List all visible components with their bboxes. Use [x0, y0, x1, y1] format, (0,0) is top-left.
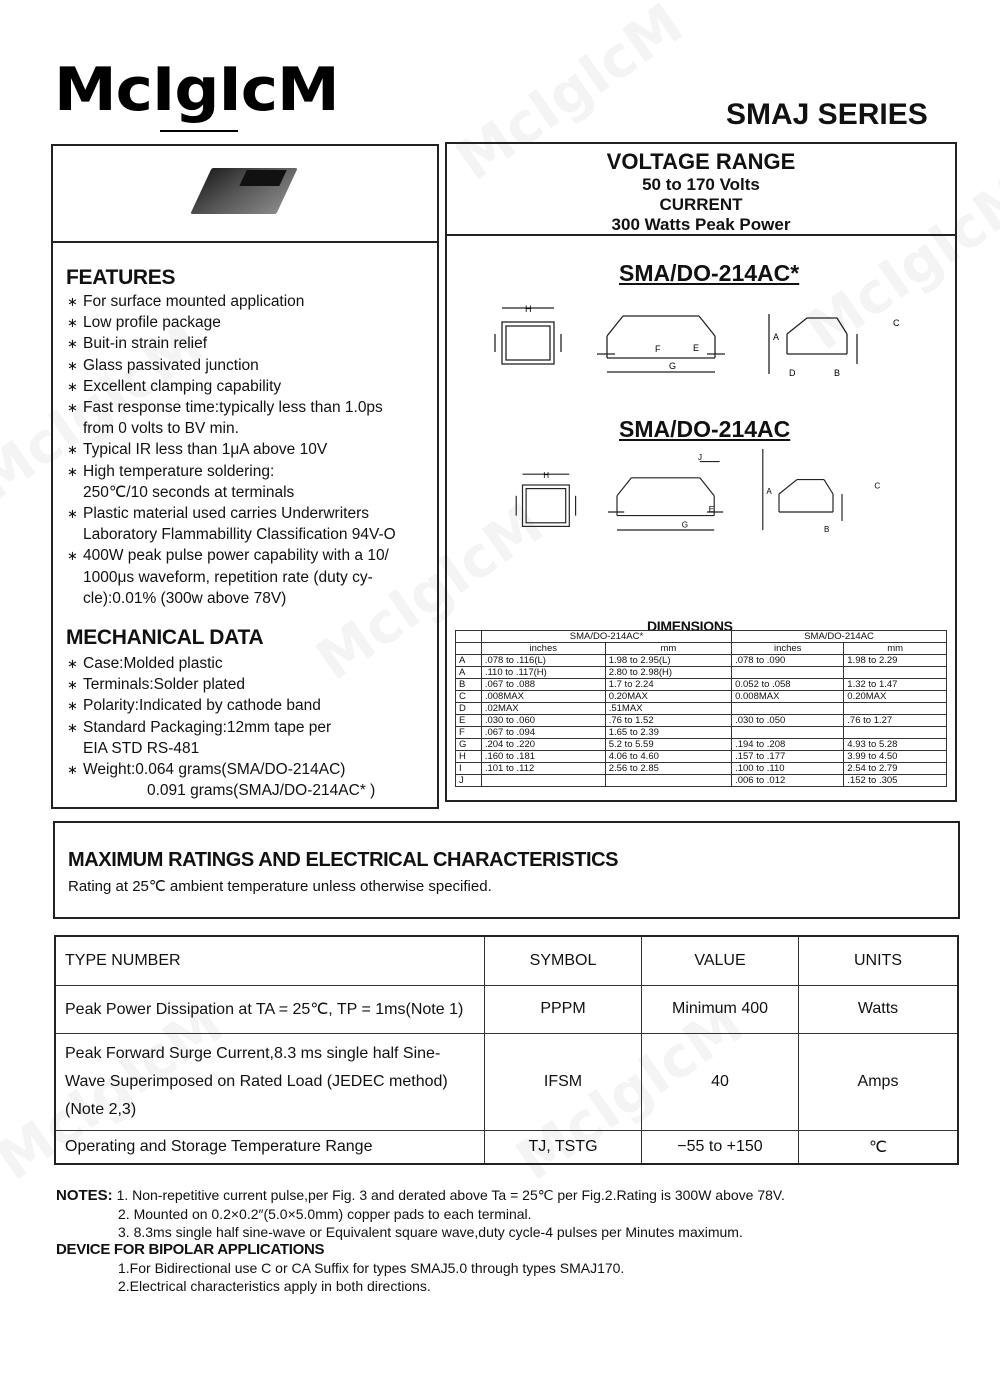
list-item: EIA STD RS-481 [83, 739, 200, 757]
table-cell: 4.06 to 4.60 [605, 751, 731, 763]
table-row [456, 763, 947, 775]
list-item: ∗ High temperature soldering: [67, 461, 427, 482]
ratings-subtitle: Rating at 25℃ ambient temperature unless otherwise specified. [68, 878, 492, 895]
table-row [456, 655, 947, 667]
current-label: CURRENT [659, 195, 743, 214]
table-cell: .101 to .112 [481, 763, 605, 775]
list-item: ∗ Terminals:Solder plated [67, 674, 427, 695]
header-symbol: SYMBOL [485, 936, 642, 985]
list-item: ∗ Buit-in strain relief [67, 333, 427, 354]
table-cell [732, 667, 844, 679]
table-row [456, 703, 947, 715]
dim-label-d: D [789, 368, 796, 378]
dim-label-a: A [766, 487, 772, 496]
list-item: ∗ Case:Molded plastic [67, 653, 427, 674]
bipolar-note-1: 1.For Bidirectional use C or CA Suffix for types SMAJ5.0 through types SMAJ170. [118, 1260, 625, 1276]
package-diagram-1 [487, 294, 927, 384]
mechanical-title: MECHANICAL DATA [66, 626, 264, 649]
package-panel [445, 142, 957, 802]
table-cell: .078 to .090 [732, 655, 844, 667]
dim-label-g: G [669, 361, 677, 371]
table-cell: 2.80 to 2.98(H) [605, 667, 731, 679]
header-type-number: TYPE NUMBER [55, 936, 485, 985]
list-item: ∗ Standard Packaging:12mm tape per [67, 717, 427, 738]
component-photo-band [239, 170, 286, 186]
symbol-cell: TJ, TSTG [485, 1130, 642, 1164]
logo-underline [160, 130, 238, 132]
list-item: ∗ Typical IR less than 1μA above 10V [67, 439, 427, 460]
symbol-cell: IFSM [485, 1033, 642, 1130]
list-item: ∗ Excellent clamping capability [67, 376, 427, 397]
table-row [456, 631, 947, 643]
table-cell [732, 727, 844, 739]
dim-label-h: H [543, 470, 550, 480]
symbol-cell: PPPM [485, 985, 642, 1033]
table-cell: 1.7 to 2.24 [605, 679, 731, 691]
series-title: SMAJ SERIES [726, 98, 928, 131]
list-item: 250℃/10 seconds at terminals [83, 483, 295, 501]
list-item: ∗ For surface mounted application [67, 291, 427, 312]
dim-label-b: B [824, 524, 830, 534]
param-cell: Operating and Storage Temperature Range [55, 1130, 485, 1164]
table-cell: 3.99 to 4.50 [844, 751, 947, 763]
dim-label-b: B [834, 368, 841, 378]
list-item: ∗ 400W peak pulse power capability with a 10/ [67, 545, 427, 566]
list-item: ∗ Fast response time:typically less than 1.0ps [67, 397, 427, 418]
table-cell: .76 to 1.27 [844, 715, 947, 727]
table-row [456, 775, 947, 787]
dim-group-2: SMA/DO-214AC [732, 631, 947, 643]
table-cell: E [456, 715, 482, 727]
table-cell: .078 to .116(L) [481, 655, 605, 667]
features-panel [51, 144, 439, 809]
table-cell: G [456, 739, 482, 751]
table-row [456, 751, 947, 763]
table-cell: 1.32 to 1.47 [844, 679, 947, 691]
list-item: ∗ Low profile package [67, 312, 427, 333]
notes-section [56, 1186, 936, 1295]
dim-label-c: C [874, 481, 881, 491]
dim-label-j: J [698, 452, 703, 462]
param-cell: Peak Forward Surge Current,8.3 ms single half Sine-Wave Superimposed on Rated Load (JEDEC method)(Note 2,3) [55, 1033, 485, 1130]
unit-inches: inches [732, 643, 844, 655]
table-cell: .030 to .050 [732, 715, 844, 727]
dim-label-g: G [681, 520, 689, 530]
table-cell: F [456, 727, 482, 739]
features-title: FEATURES [66, 266, 176, 289]
table-cell: A [456, 655, 482, 667]
table-row [456, 679, 947, 691]
list-item: Laboratory Flammabillity Classification 94V-O [83, 526, 396, 544]
table-cell: 0.052 to .058 [732, 679, 844, 691]
table-cell: .100 to .110 [732, 763, 844, 775]
package-diagram-2 [487, 449, 927, 539]
units-cell: Watts [799, 985, 959, 1033]
table-cell: 4.93 to 5.28 [844, 739, 947, 751]
list-item: ∗ Polarity:Indicated by cathode band [67, 695, 427, 716]
table-row [456, 667, 947, 679]
table-cell [844, 703, 947, 715]
table-row [55, 936, 958, 985]
mechanical-list [67, 653, 427, 801]
table-row [456, 727, 947, 739]
table-cell: .006 to .012 [732, 775, 844, 787]
table-cell: .160 to .181 [481, 751, 605, 763]
table-cell: .110 to .117(H) [481, 667, 605, 679]
list-item: ∗ Plastic material used carries Underwriters [67, 503, 427, 524]
units-cell: Amps [799, 1033, 959, 1130]
list-item: 1000μs waveform, repetition rate (duty cy- [83, 568, 373, 586]
unit-inches: inches [481, 643, 605, 655]
value-cell: −55 to +150 [642, 1130, 799, 1164]
table-cell [456, 643, 482, 655]
table-cell: 2.54 to 2.79 [844, 763, 947, 775]
list-item: from 0 volts to BV min. [83, 420, 239, 438]
list-item: 0.091 grams(SMAJ/DO-214AC* ) [147, 782, 376, 800]
table-cell: I [456, 763, 482, 775]
unit-mm: mm [605, 643, 731, 655]
table-cell: 1.98 to 2.29 [844, 655, 947, 667]
table-cell [456, 631, 482, 643]
table-cell [481, 775, 605, 787]
table-cell: H [456, 751, 482, 763]
table-cell: .152 to .305 [844, 775, 947, 787]
table-row [55, 985, 958, 1033]
bipolar-title: DEVICE FOR BIPOLAR APPLICATIONS [56, 1241, 325, 1258]
table-row [456, 691, 947, 703]
note-3: 3. 8.3ms single half sine-wave or Equivalent square wave,duty cycle-4 pulses per Minutes maximum. [118, 1224, 743, 1240]
table-cell: D [456, 703, 482, 715]
units-cell: ℃ [799, 1130, 959, 1164]
table-cell [732, 703, 844, 715]
note-1: 1. Non-repetitive current pulse,per Fig. 3 and derated above Ta = 25℃ per Fig.2.Rating is 300W above 78V. [116, 1187, 785, 1203]
package-title-1: SMA/DO-214AC* [619, 260, 800, 286]
table-cell: .067 to .088 [481, 679, 605, 691]
list-item: cle):0.01% (300w above 78V) [83, 589, 287, 607]
table-row [55, 1130, 958, 1164]
table-cell: .194 to .208 [732, 739, 844, 751]
dim-label-c: C [893, 318, 900, 328]
table-cell: .067 to .094 [481, 727, 605, 739]
voltage-range-value: 50 to 170 Volts [642, 175, 760, 194]
table-cell: .51MAX [605, 703, 731, 715]
table-cell: 2.56 to 2.85 [605, 763, 731, 775]
table-row [456, 715, 947, 727]
unit-mm: mm [844, 643, 947, 655]
electrical-characteristics-table [54, 935, 959, 1165]
peak-power: 300 Watts Peak Power [611, 215, 791, 234]
dim-label-h: H [525, 304, 532, 314]
table-cell: C [456, 691, 482, 703]
table-cell: .157 to .177 [732, 751, 844, 763]
dim-label-e: E [708, 505, 715, 514]
value-cell: Minimum 400 [642, 985, 799, 1033]
table-cell: 1.98 to 2.95(L) [605, 655, 731, 667]
divider [53, 241, 437, 243]
table-cell: 1.65 to 2.39 [605, 727, 731, 739]
header-value: VALUE [642, 936, 799, 985]
table-cell: 0.20MAX [605, 691, 731, 703]
table-cell: B [456, 679, 482, 691]
header-units: UNITS [799, 936, 959, 985]
table-cell: 0.008MAX [732, 691, 844, 703]
table-row [55, 1033, 958, 1130]
list-item: ∗ Glass passivated junction [67, 355, 427, 376]
table-cell: .02MAX [481, 703, 605, 715]
table-cell: .204 to .220 [481, 739, 605, 751]
dimensions-title: DIMENSIONS [647, 618, 733, 634]
brand-logo: McIgIcM [54, 55, 339, 125]
dim-group-1: SMA/DO-214AC* [481, 631, 731, 643]
ratings-title: MAXIMUM RATINGS AND ELECTRICAL CHARACTERISTICS [68, 849, 619, 871]
table-cell: J [456, 775, 482, 787]
voltage-range-title: VOLTAGE RANGE [606, 149, 796, 174]
table-cell [605, 775, 731, 787]
voltage-range-block [447, 144, 955, 236]
table-row [456, 739, 947, 751]
bipolar-note-2: 2.Electrical characteristics apply in both directions. [118, 1278, 431, 1294]
notes-label: NOTES: [56, 1187, 113, 1204]
table-cell: 5.2 to 5.59 [605, 739, 731, 751]
package-title-2: SMA/DO-214AC [619, 416, 791, 442]
list-item: ∗ Weight:0.064 grams(SMA/DO-214AC) [67, 759, 427, 780]
table-cell: .030 to .060 [481, 715, 605, 727]
value-cell: 40 [642, 1033, 799, 1130]
dimensions-table [455, 630, 947, 787]
table-cell [844, 667, 947, 679]
dim-label-a: A [773, 332, 780, 342]
dim-label-e: E [693, 343, 700, 353]
table-cell: .76 to 1.52 [605, 715, 731, 727]
param-cell: Peak Power Dissipation at TA = 25℃, TP = 1ms(Note 1) [55, 985, 485, 1033]
dim-label-f: F [655, 344, 661, 354]
table-cell [844, 727, 947, 739]
note-2: 2. Mounted on 0.2×0.2″(5.0×5.0mm) copper pads to each terminal. [118, 1206, 532, 1222]
ratings-header [53, 821, 960, 919]
table-row [456, 643, 947, 655]
features-list [67, 291, 427, 609]
table-cell: A [456, 667, 482, 679]
table-cell: 0.20MAX [844, 691, 947, 703]
table-cell: .008MAX [481, 691, 605, 703]
